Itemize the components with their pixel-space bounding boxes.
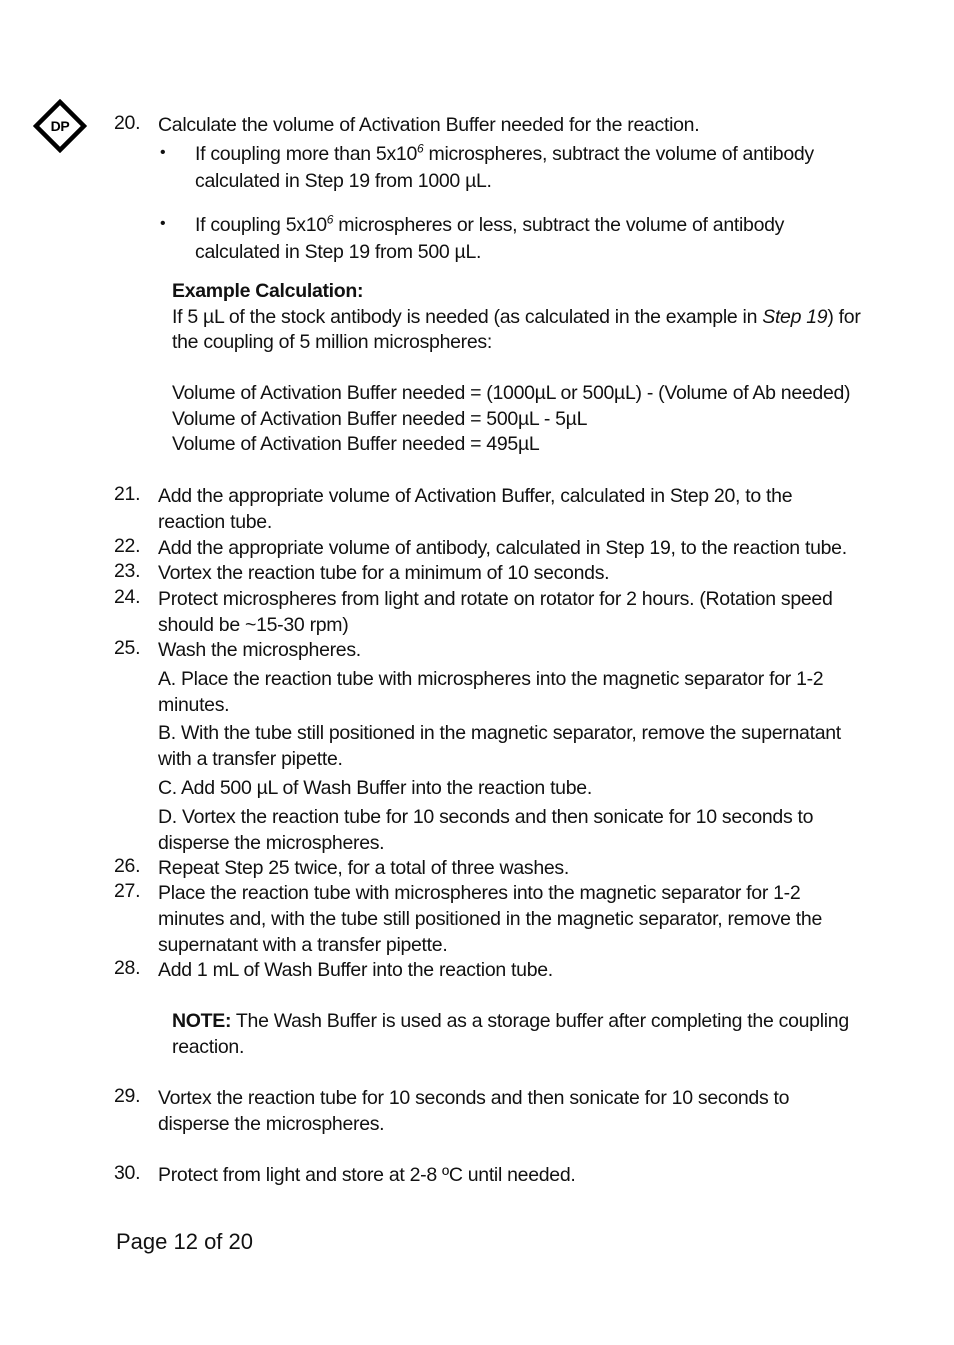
step-text: Add 1 mL of Wash Buffer into the reaction tube. [158, 959, 553, 981]
substep-b: B. With the tube still positioned in the magnetic separator, remove the supernatant with a transfer pipette. [158, 722, 841, 770]
step-text: Vortex the reaction tube for a minimum of 10 seconds. [158, 562, 610, 584]
step-number: 25. [114, 637, 141, 659]
page-number: Page 12 of 20 [116, 1229, 254, 1254]
bullet-text: If coupling $5x10^6$ microspheres or less, subtract the volume of antibody calculated in Step 19 from 500 µL. [195, 212, 785, 263]
step-text: Add the appropriate volume of antibody, calculated in Step 19, to the reaction tube. [158, 537, 847, 559]
step-text: Protect from light and store at 2-8 ºC until needed. [158, 1164, 576, 1186]
bullet: • [160, 215, 166, 232]
bullet-text: If coupling more than $5x10^6$ microspheres, subtract the volume of antibody calculated in Step 19 from 1000 µL. [195, 141, 814, 192]
step-text: Vortex the reaction tube for 10 seconds and then sonicate for 10 seconds to disperse the microspheres. [158, 1087, 790, 1135]
substep-c: C. Add 500 µL of Wash Buffer into the reaction tube. [158, 777, 592, 799]
logo-text: DP [50, 118, 70, 134]
step-number: 30. [114, 1162, 141, 1184]
step-number: 22. [114, 535, 141, 557]
step-number: 21. [114, 483, 141, 505]
step-number: 29. [114, 1085, 141, 1107]
note-label: NOTE: [172, 1010, 232, 1032]
step-text: Calculate the volume of Activation Buffer needed for the reaction. [158, 114, 700, 136]
substep-d: D. Vortex the reaction tube for 10 seconds and then sonicate for 10 seconds to disperse the microspheres. [158, 806, 814, 854]
step-number: 27. [114, 880, 141, 902]
step-text: Protect microspheres from light and rotate on rotator for 2 hours. (Rotation speed should be ~15-30 rpm) [158, 588, 833, 636]
dp-logo [33, 99, 87, 153]
step-text: Add the appropriate volume of Activation Buffer, calculated in Step 20, to the reaction tube. [158, 485, 793, 533]
step-text: Place the reaction tube with microspheres into the magnetic separator for 1-2 minutes and, with the tube still positioned in the magnetic separator, remove the supernatant with a transfer pipette. [158, 882, 823, 956]
step-number: 26. [114, 855, 141, 877]
example-block: Example Calculation: If 5 µL of the stock antibody is needed (as calculated in the example in Step 19) for the coupling of 5 million microspheres: Volume of Activation Buffer needed = (1000µL or 500µL) - (Volume of Ab needed) Volume of Activation Buffer needed = 500µL - 5µL Volume of Activation Buffer needed = 495µL [172, 280, 861, 455]
step-number: 20. [114, 112, 141, 134]
step-text: Repeat Step 25 twice, for a total of three washes. [158, 857, 569, 879]
note: NOTE: The Wash Buffer is used as a storage buffer after completing the coupling reaction. [172, 1010, 849, 1058]
example-title: Example Calculation: [172, 280, 364, 302]
step-number: 24. [114, 586, 141, 608]
substep-a: A. Place the reaction tube with microspheres into the magnetic separator for 1-2 minutes. [158, 668, 824, 716]
bullet: • [160, 144, 166, 161]
step-text: Wash the microspheres. [158, 639, 361, 661]
step-number: 23. [114, 560, 141, 582]
step-number: 28. [114, 957, 141, 979]
